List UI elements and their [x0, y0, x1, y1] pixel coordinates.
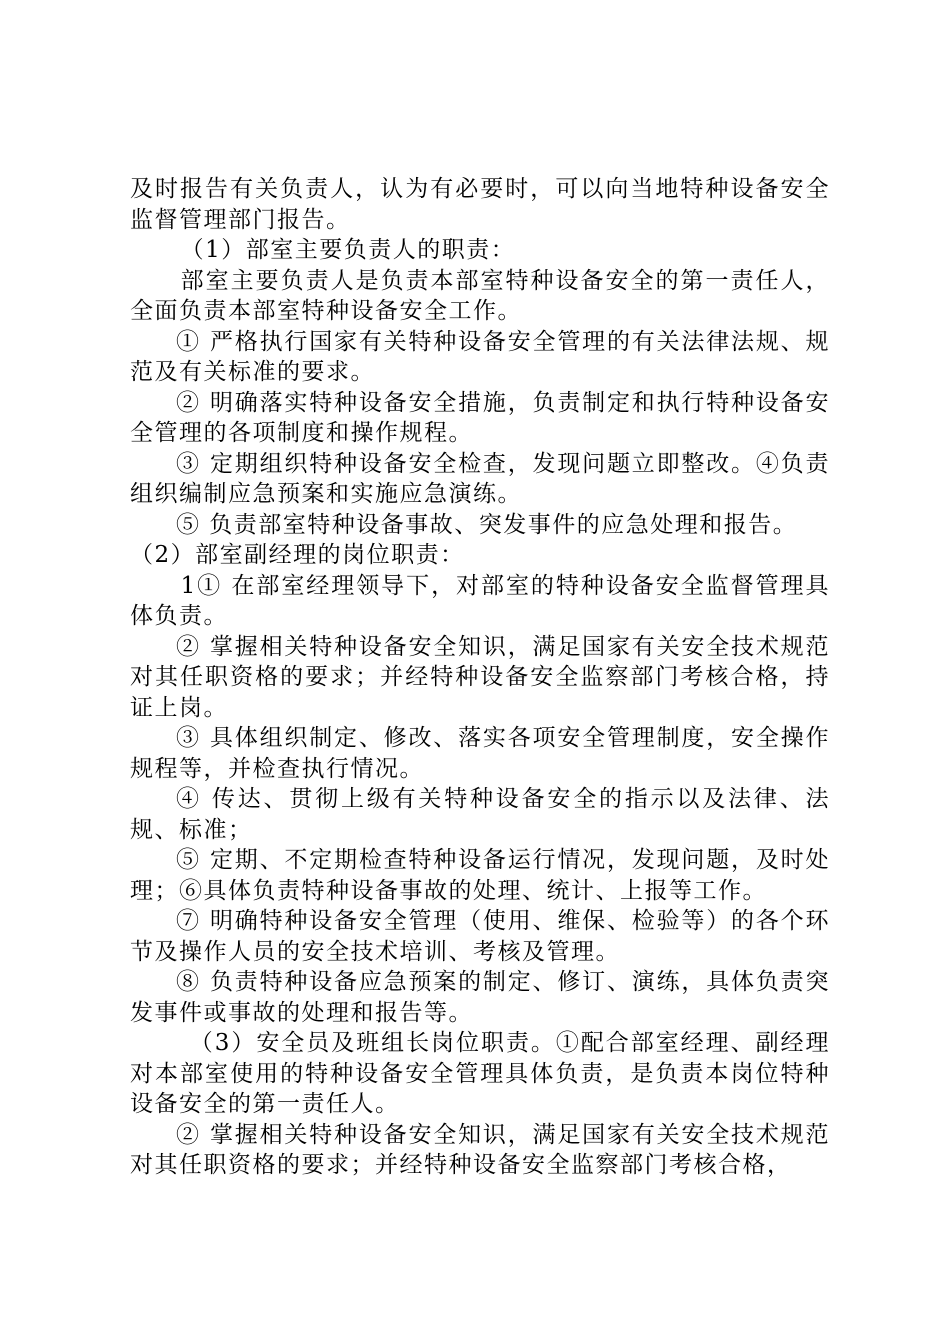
- paragraph: ① 严格执行国家有关特种设备安全管理的有关法律法规、规范及有关标准的要求。: [130, 328, 830, 385]
- paragraph: ⑤ 定期、不定期检查特种设备运行情况，发现问题，及时处理；⑥具体负责特种设备事故的处理、统计、上报等工作。: [130, 847, 830, 904]
- paragraph: ⑤ 负责部室特种设备事故、突发事件的应急处理和报告。: [176, 511, 798, 538]
- paragraph: （3）安全员及班组长岗位职责。①配合部室经理、副经理对本部室使用的特种设备安全管理具体负责，是负责本岗位特种设备安全的第一责任人。: [130, 1030, 830, 1117]
- paragraph: 及时报告有关负责人，认为有必要时，可以向当地特种设备安全监督管理部门报告。: [130, 176, 830, 233]
- paragraph: 部室主要负责人是负责本部室特种设备安全的第一责任人，全面负责本部室特种设备安全工作。: [130, 267, 830, 324]
- paragraph: ③ 定期组织特种设备安全检查，发现问题立即整改。④负责组织编制应急预案和实施应急演练。: [130, 450, 830, 507]
- paragraph: （2）部室副经理的岗位职责：: [130, 542, 465, 568]
- paragraph: ③ 具体组织制定、修改、落实各项安全管理制度，安全操作规程等，并检查执行情况。: [130, 725, 830, 782]
- paragraph: ② 明确落实特种设备安全措施，负责制定和执行特种设备安全管理的各项制度和操作规程。: [130, 389, 830, 446]
- document-body: [130, 174, 830, 1181]
- paragraph: ② 掌握相关特种设备安全知识，满足国家有关安全技术规范对其任职资格的要求；并经特种设备安全监察部门考核合格，持证上岗。: [130, 633, 830, 721]
- paragraph: ④ 传达、贯彻上级有关特种设备安全的指示以及法律、法规、标准；: [130, 786, 830, 843]
- paragraph: 1① 在部室经理领导下，对部室的特种设备安全监督管理具体负责。: [130, 572, 830, 629]
- paragraph: ② 掌握相关特种设备安全知识，满足国家有关安全技术规范对其任职资格的要求；并经特种设备安全监察部门考核合格，: [130, 1121, 830, 1178]
- paragraph: ⑦ 明确特种设备安全管理（使用、维保、检验等）的各个环节及操作人员的安全技术培训、考核及管理。: [130, 908, 830, 965]
- paragraph: （1）部室主要负责人的职责：: [180, 237, 516, 263]
- paragraph: ⑧ 负责特种设备应急预案的制定、修订、演练，具体负责突发事件或事故的处理和报告等。: [130, 969, 830, 1026]
